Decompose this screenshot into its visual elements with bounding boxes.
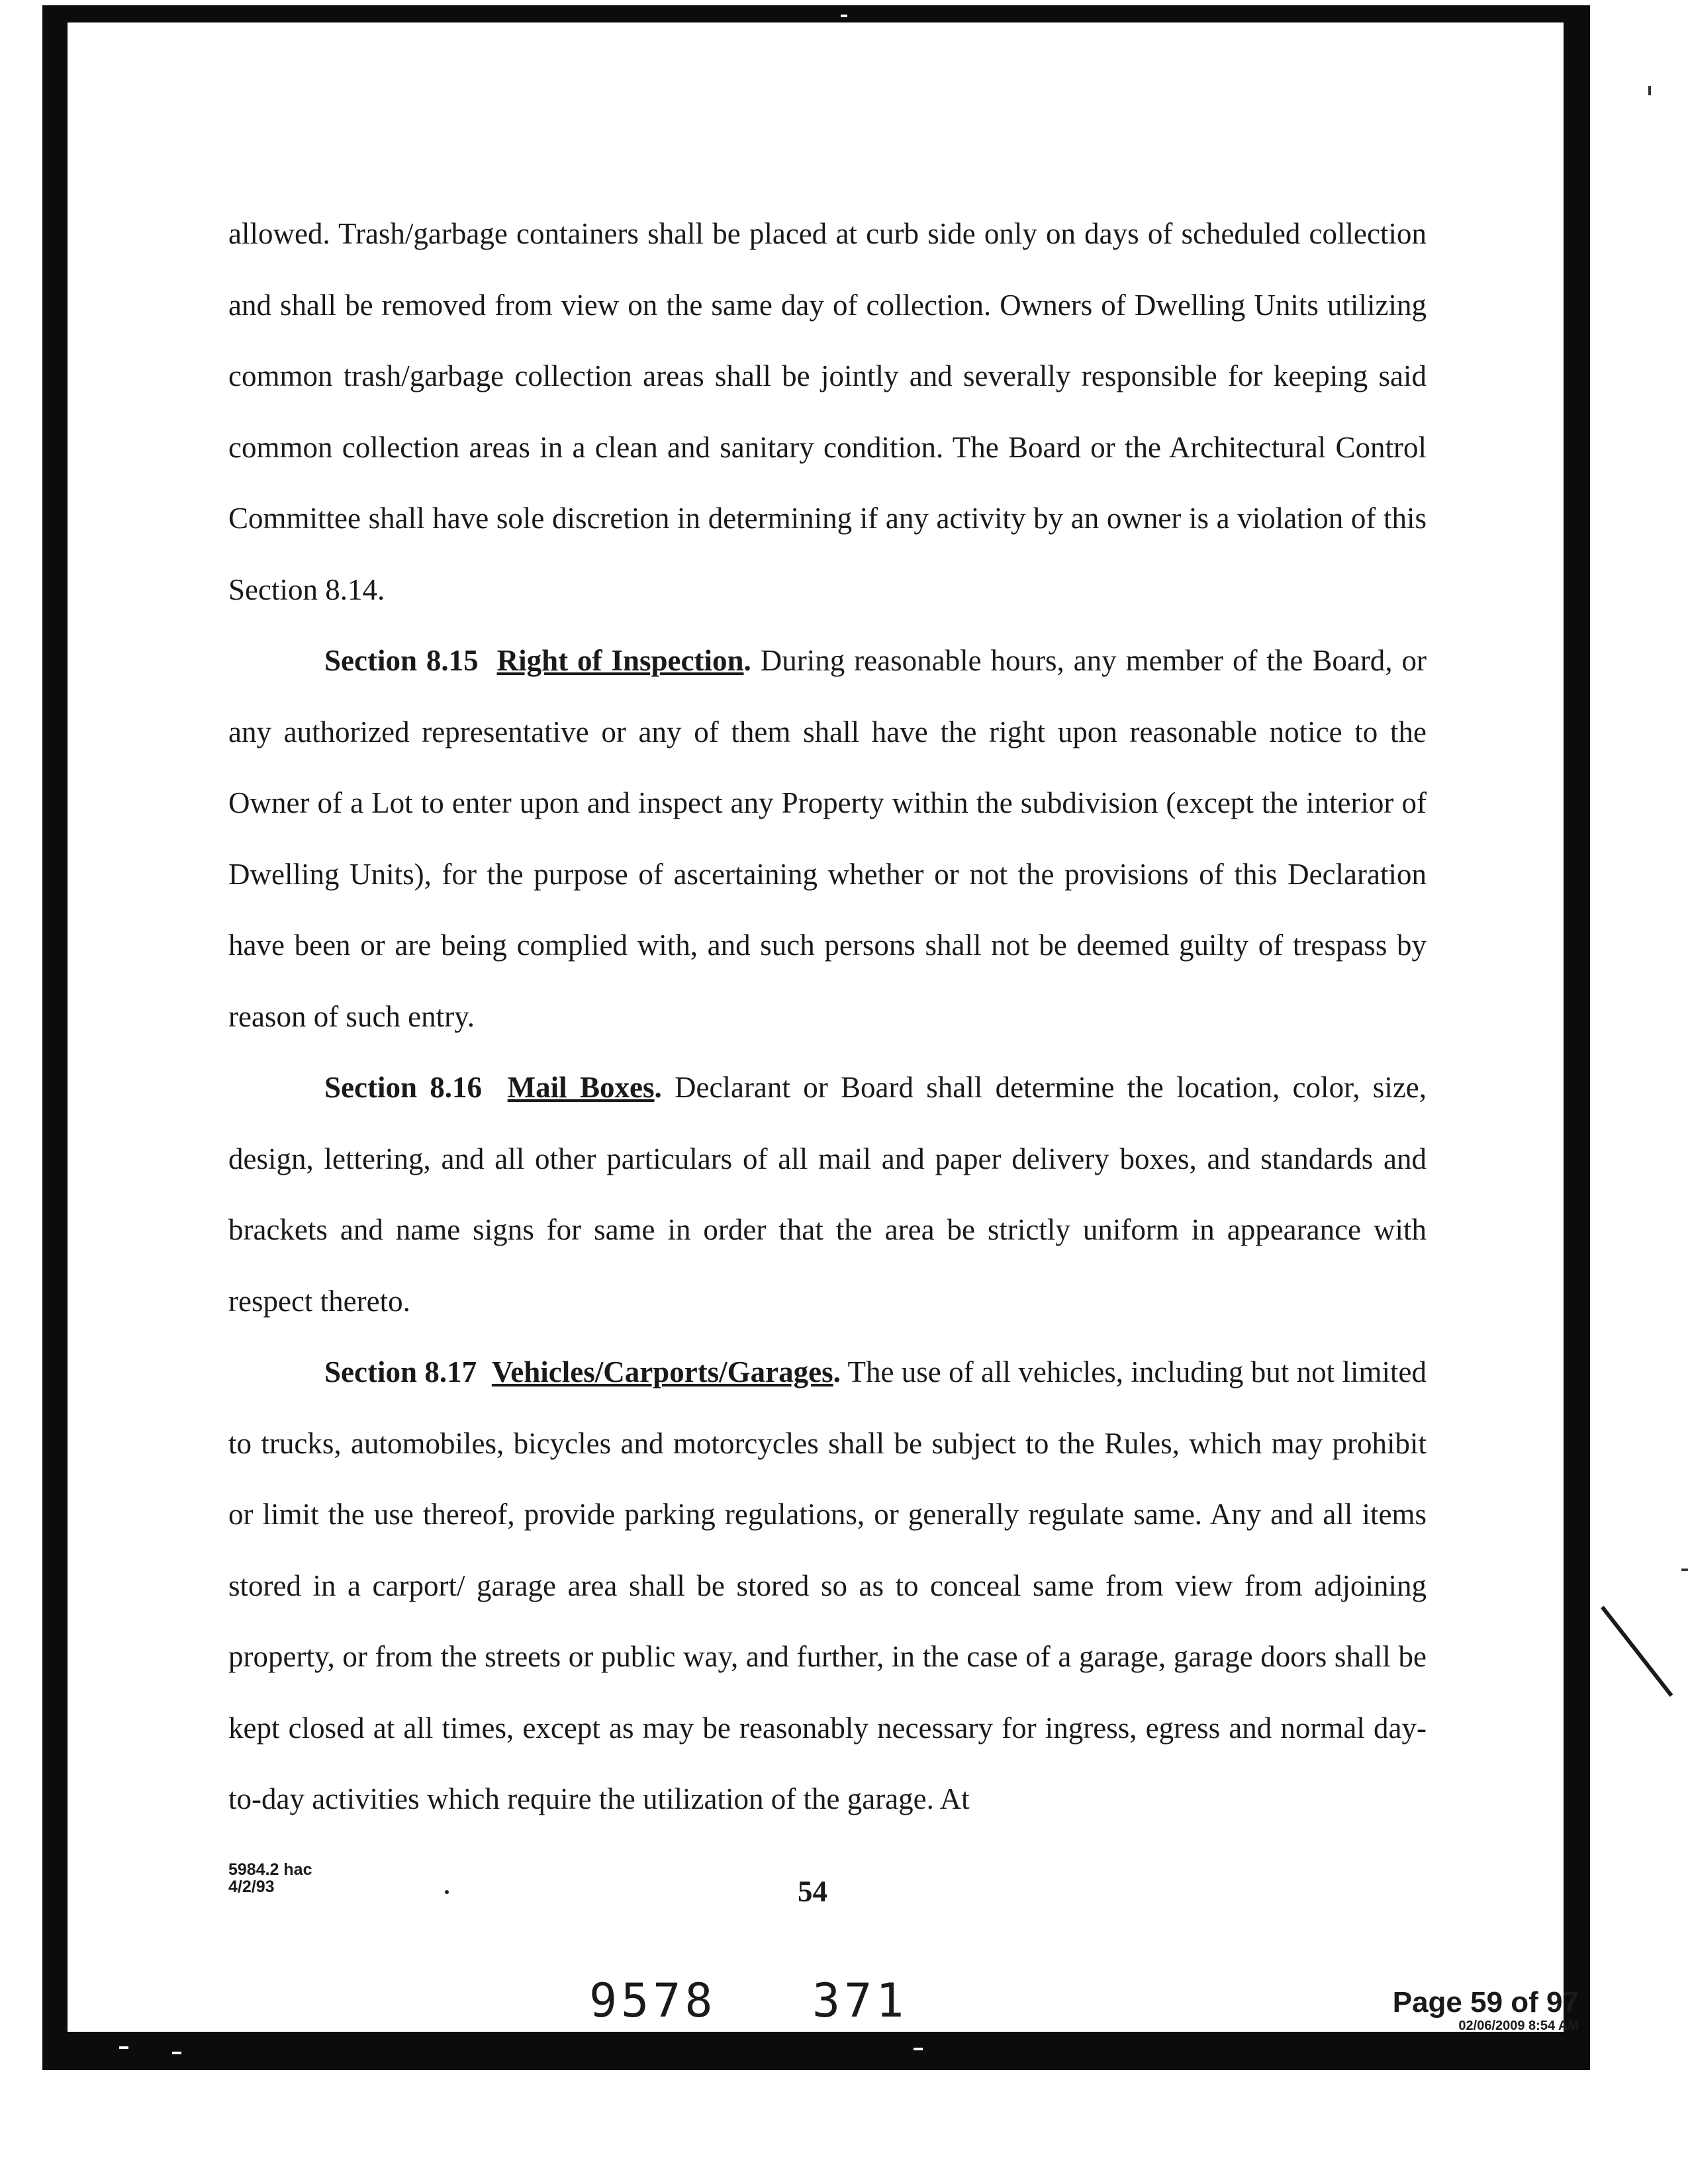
page-stamp — [1321, 1987, 1579, 2033]
scan-border-left — [42, 5, 68, 2060]
scan-border-bottom — [42, 2032, 1590, 2070]
scan-speck — [914, 2048, 923, 2050]
paragraph-text: allowed. Trash/garbage containers shall be placed at curb side only on days of scheduled collection and shall be removed from view on the same day of collection. Owners of Dwelling Units utilizing common trash/garbage collection areas shall be jointly and severally responsible for keeping said common collection areas in a clean and sanitary condition. The Board or the Architectural Control Committee shall have sole discretion in determining if any activity by an owner is a violation of this Section 8.14. — [228, 217, 1427, 606]
scan-artifact — [1601, 1606, 1673, 1697]
section-title: Vehicles/Carports/Garages — [491, 1355, 833, 1388]
section-number: Section 8.16 — [324, 1071, 483, 1104]
edge-mark — [1648, 86, 1651, 95]
scan-speck — [841, 15, 847, 17]
edge-mark — [1681, 1569, 1688, 1571]
document-code — [228, 1861, 312, 1895]
section-title: Right of Inspection — [496, 644, 744, 677]
section-8-16: Section 8.16 Mail Boxes. Declarant or Board shall determine the location, color, size, design, lettering, and all other particulars of all mail and paper delivery boxes, and standards and brackets and name signs for same in order that the area be strictly uniform in appearance with respect thereto. — [228, 1071, 1427, 1318]
stamp-datetime: 02/06/2009 8:54 AM — [1458, 2019, 1579, 2033]
stamp-page-count: Page 59 of 97 — [1392, 1986, 1579, 2019]
scan-speck — [172, 2052, 181, 2054]
scan-dot — [445, 1890, 449, 1894]
scan-speck — [119, 2046, 128, 2049]
section-number: Section 8.15 — [324, 644, 479, 677]
scan-border-top — [48, 5, 1590, 23]
section-8-15: Section 8.15 Right of Inspection. During reasonable hours, any member of the Board, or any authorized representative or any of them shall have the right upon reasonable notice to the Owner of a Lot to enter upon and inspect any Property within the subdivision (except the interior of Dwelling Units), for the purpose of ascertaining whether or not the provisions of this Declaration have been or are being complied with, and such persons shall not be deemed guilty of trespass by reason of such entry. — [228, 644, 1427, 1033]
page-number: 54 — [798, 1875, 827, 1908]
paragraph-continuation — [228, 199, 1427, 625]
doc-date: 4/2/93 — [228, 1878, 275, 1896]
paragraph-text: The use of all vehicles, including but not limited to trucks, automobiles, bicycles and motorcycles shall be subject to the Rules, which may prohibit or limit the use thereof, provide parking regulations, or generally regulate same. Any and all items stored in a carport/ garage area shall be stored so as to conceal same from view from adjoining property, or from the streets or public way, and further, in the case of a garage, garage doors shall be kept closed at all times, except as may be reasonably necessary for ingress, egress and normal day-to-day activities which require the utilization of the garage. At — [228, 1355, 1427, 1815]
section-8-17: Section 8.17 Vehicles/Carports/Garages. The use of all vehicles, including but not limited to trucks, automobiles, bicycles and motorcycles shall be subject to the Rules, which may prohibit or limit the use thereof, provide parking regulations, or generally regulate same. Any and all items stored in a carport/ garage area shall be stored so as to conceal same from view from adjoining property, or from the streets or public way, and further, in the case of a garage, garage doors shall be kept closed at all times, except as may be reasonably necessary for ingress, egress and normal day-to-day activities which require the utilization of the garage. At — [228, 1355, 1427, 1815]
section-title: Mail Boxes — [507, 1071, 655, 1104]
scan-border-right — [1564, 5, 1590, 2060]
recording-number: 9578 371 — [589, 1974, 908, 2028]
document-body — [228, 199, 1427, 1835]
paragraph-text: Declarant or Board shall determine the location, color, size, design, lettering, and all other particulars of all mail and paper delivery boxes, and standards and brackets and name signs for same in order that the area be strictly uniform in appearance with respect thereto. — [228, 1071, 1427, 1318]
doc-code: 5984.2 hac — [228, 1860, 312, 1879]
section-number: Section 8.17 — [324, 1355, 477, 1388]
paragraph-text: During reasonable hours, any member of the Board, or any authorized representative or any of them shall have the right upon reasonable notice to the Owner of a Lot to enter upon and inspect any Property within the subdivision (except the interior of Dwelling Units), for the purpose of ascertaining whether or not the provisions of this Declaration have been or are being complied with, and such persons shall not be deemed guilty of trespass by reason of such entry. — [228, 644, 1427, 1033]
